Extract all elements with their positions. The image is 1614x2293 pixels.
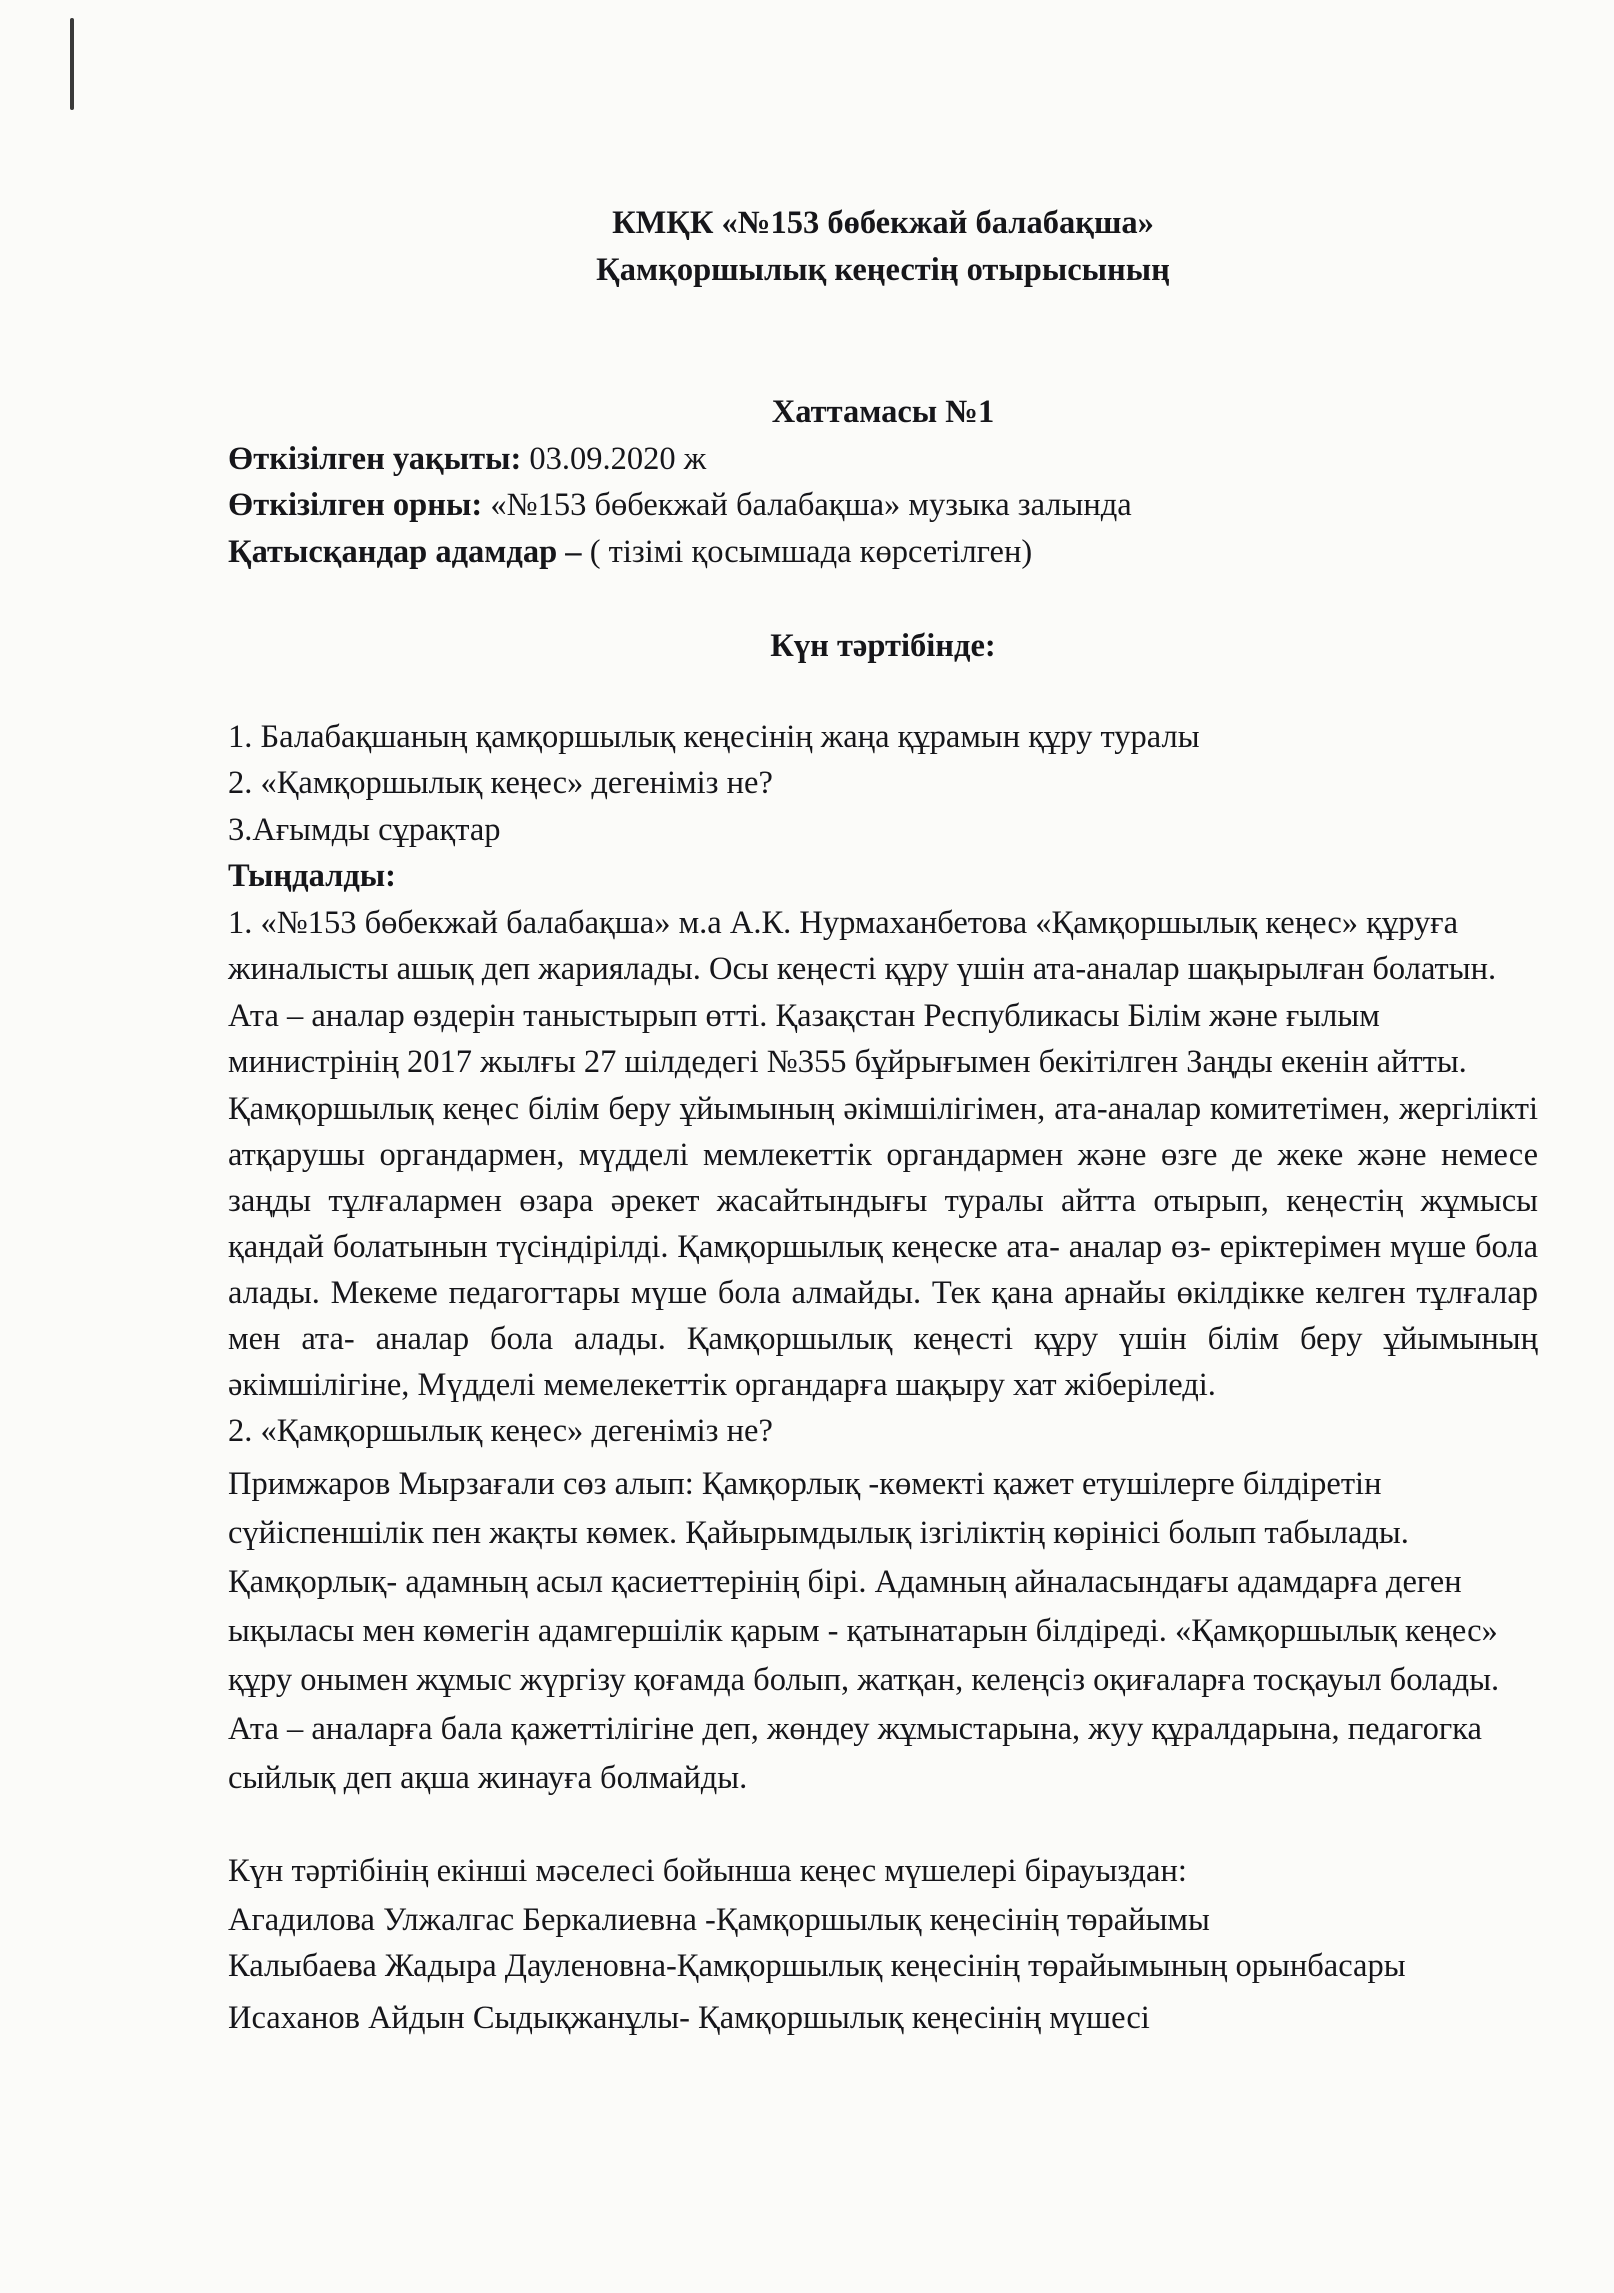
document-page: [228, 200, 1538, 2043]
meeting-date-value: 03.09.2020 ж: [521, 440, 707, 477]
agenda-item: 2. «Қамқоршылық кеңес» дегеніміз не?: [228, 765, 773, 801]
meeting-participants: [228, 529, 1538, 576]
members-intro: Күн тәртібінің екінші мәселесі бойынша кеңес мүшелері бірауыздан:: [228, 1853, 1187, 1889]
agenda-heading: Күн тәртібінде:: [770, 628, 996, 664]
protocol-title: Хаттамасы №1: [771, 394, 995, 430]
council-members: [228, 1847, 1538, 2043]
meeting-participants-label: Қатысқандар адамдар –: [228, 533, 582, 570]
agenda-item: 1. Балабақшаның қамқоршылық кеңесінің жаңа құрамын құру туралы: [228, 718, 1200, 755]
member-item: Исаханов Айдын Сыдықжанұлы- Қамқоршылық кеңесінің мүшесі: [228, 2000, 1150, 2036]
meeting-participants-value: ( тізімі қосымшада көрсетілген): [581, 533, 1033, 570]
agenda-item: 3.Ағымды сұрақтар: [228, 811, 501, 848]
heard-heading: Тыңдалды:: [228, 858, 397, 894]
meeting-date: [228, 436, 1538, 483]
meeting-date-label: Өткізілген уақыты:: [228, 440, 522, 477]
heard-paragraph-2: Қамқоршылық кеңес білім беру ұйымының әкімшілігімен, ата-аналар комитетімен, жергілікті атқарушы органдармен, мүдделі мемлекеттік органдармен және өзге де жеке және немесе заңды тұлғалармен өзара әрекет жасайтындығы туралы айтта отырып, кеңестің жұмысы қандай болатынын түсіндірілді. Қамқоршылық кеңеске ата- аналар өз- еріктерімен мүше бола алады. Мекеме педагогтары мүше бола алмайды. Тек қана арнайы өкілдікке келген тұлғалар мен ата- аналар бола алады. Қамқоршылық кеңесті құру үшін білім беру ұйымының әкімшілігіне, Мүдделі мемелекеттік органдарға шақыру хат жіберіледі.: [228, 1090, 1538, 1403]
member-item: Агадилова Улжалгас Беркалиевна -Қамқоршылық кеңесінің төрайымы: [228, 1902, 1210, 1938]
meeting-place-label: Өткізілген орны:: [228, 487, 483, 523]
organization-title: КМҚК «№153 бөбекжай балабақша»: [612, 205, 1154, 241]
agenda-list: [228, 714, 1538, 854]
meeting-place: [228, 482, 1538, 529]
member-item: Калыбаева Жадыра Дауленовна-Қамқоршылық кеңесінің төрайымының орынбасары: [228, 1948, 1406, 1984]
meeting-title: Қамқоршылық кеңестің отырысының: [596, 251, 1170, 288]
scan-margin-mark: [70, 18, 74, 110]
agenda-item-2-heading: 2. «Қамқоршылық кеңес» дегеніміз не?: [228, 1412, 773, 1449]
meeting-place-value: «№153 бөбекжай балабақша» музыка залында: [482, 487, 1132, 523]
speaker-paragraph: Примжаров Мырзағали сөз алып: Қамқорлық -көмекті қажет етушілерге білдіретін сүйіспеншілік пен жақты көмек. Қайырымдылық ізгіліктің көрінісі болып табылады. Қамқорлық- адамның асыл қасиеттерінің бірі. Адамның айналасындағы адамдарға деген ықыласы мен көмегін адамгершілік қарым - қатынатарын білдіреді. «Қамқоршылық кеңес» құру онымен жұмыс жүргізу қоғамда болып, жатқан, келеңсіз оқиғаларға тосқауыл болады. Ата – аналарға бала қажеттілігіне деп, жөндеу жұмыстарына, жуу құралдарына, педагогка сыйлық деп ақша жинауға болмайды.: [228, 1466, 1500, 1796]
heard-paragraph-1: 1. «№153 бөбекжай балабақша» м.а А.К. Нурмаханбетова «Қамқоршылық кеңес» құруға жиналысты ашық деп жариялады. Осы кеңесті құру үшін ата-аналар шақырылған болатын. Ата – аналар өздерін таныстырып өтті. Қазақстан Республикасы Білім және ғылым министрінің 2017 жылғы 27 шілдедегі №355 бұйрығымен бекітілген Заңды екенін айтты.: [228, 904, 1497, 1080]
